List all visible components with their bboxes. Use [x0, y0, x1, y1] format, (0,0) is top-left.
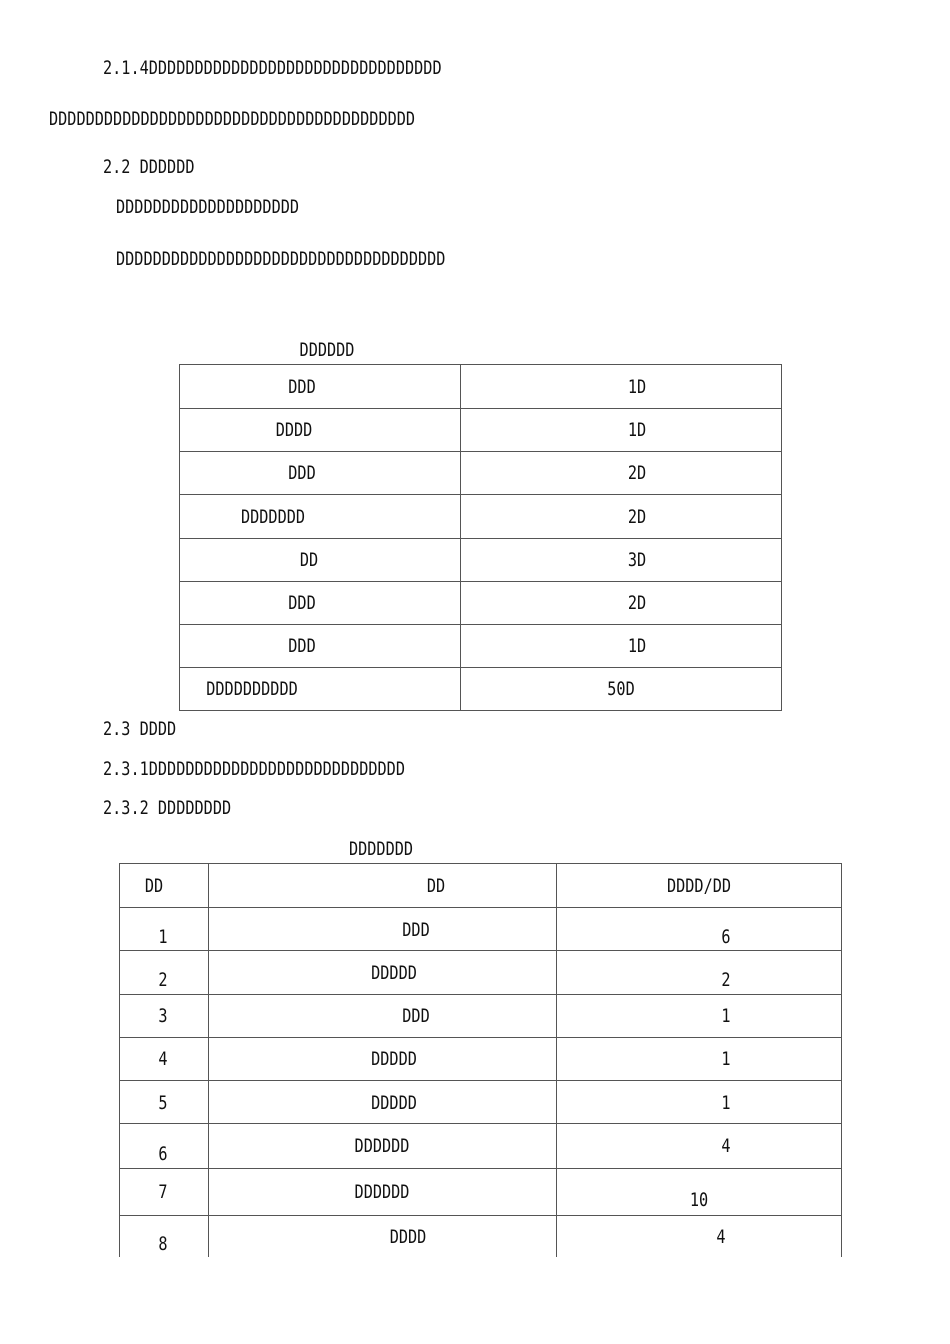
table2-header: DD [426, 875, 446, 897]
table1-cell: DDD [288, 592, 316, 614]
table2-cell: 4 [158, 1048, 168, 1070]
table2-cell: DDDDDD [354, 1181, 410, 1203]
table2-cell: 4 [716, 1226, 726, 1248]
table2-cell: DDDD [389, 1226, 427, 1248]
table2-cell: 3 [158, 1005, 168, 1027]
table2-cell: 6 [158, 1143, 168, 1165]
table2-cell: 2 [158, 969, 168, 991]
section-2-2-heading: 2.2 DDDDDD [103, 156, 195, 178]
table1-cell: DDDD [275, 419, 313, 441]
section-2-3-1-text: 2.3.1DDDDDDDDDDDDDDDDDDDDDDDDDDDD [103, 758, 405, 780]
table1-cell: DDD [288, 462, 316, 484]
table2-cell: 5 [158, 1092, 168, 1114]
table1-cell: DDD [288, 635, 316, 657]
table1-cell: DDDDDDD [240, 506, 306, 528]
paragraph-line: DDDDDDDDDDDDDDDDDDDD [116, 196, 300, 218]
paragraph-line: DDDDDDDDDDDDDDDDDDDDDDDDDDDDDDDDDDDD [116, 248, 446, 270]
table2-cell: DDD [402, 919, 430, 941]
table2-cell: 1 [721, 1048, 731, 1070]
table2-cell: 1 [721, 1092, 731, 1114]
section-2-3-heading: 2.3 DDDD [103, 718, 177, 740]
table2-cell: 8 [158, 1233, 168, 1255]
table1-cell: 50D [607, 678, 635, 700]
table2-cell: 10 [689, 1189, 709, 1211]
table1-cell: 2D [627, 506, 647, 528]
table1-caption: DDDDDD [299, 339, 355, 361]
table2-cell: 1 [158, 926, 168, 948]
table1-cell: 1D [627, 376, 647, 398]
table2-cell: DDDDD [371, 1092, 417, 1114]
table2-header: DDDD/DD [666, 875, 732, 897]
table2-cell: DDDDDD [354, 1135, 410, 1157]
table2-cell: 2 [721, 969, 731, 991]
table2-cell: 6 [721, 926, 731, 948]
section-2-3-2-heading: 2.3.2 DDDDDDDD [103, 797, 232, 819]
section-2-1-4-text: 2.1.4DDDDDDDDDDDDDDDDDDDDDDDDDDDDDDDD [103, 57, 442, 79]
table1-cell: 1D [627, 419, 647, 441]
table1-cell: DDD [288, 376, 316, 398]
table1-cell: DDDDDDDDDD [206, 678, 298, 700]
table2-cell: 7 [158, 1181, 168, 1203]
table2-cell: DDD [402, 1005, 430, 1027]
table2-caption: DDDDDDD [348, 838, 414, 860]
table2-cell: 4 [721, 1135, 731, 1157]
paragraph-line: DDDDDDDDDDDDDDDDDDDDDDDDDDDDDDDDDDDDDDDD [49, 108, 416, 130]
table1-cell: 2D [627, 462, 647, 484]
table2-cell: DDDDD [371, 962, 417, 984]
table1-cell: 1D [627, 635, 647, 657]
table1-cell: 2D [627, 592, 647, 614]
table1-cell: DD [299, 549, 319, 571]
table2-cell: DDDDD [371, 1048, 417, 1070]
table2-cell: 1 [721, 1005, 731, 1027]
table2-header: DD [144, 875, 164, 897]
table1-cell: 3D [627, 549, 647, 571]
